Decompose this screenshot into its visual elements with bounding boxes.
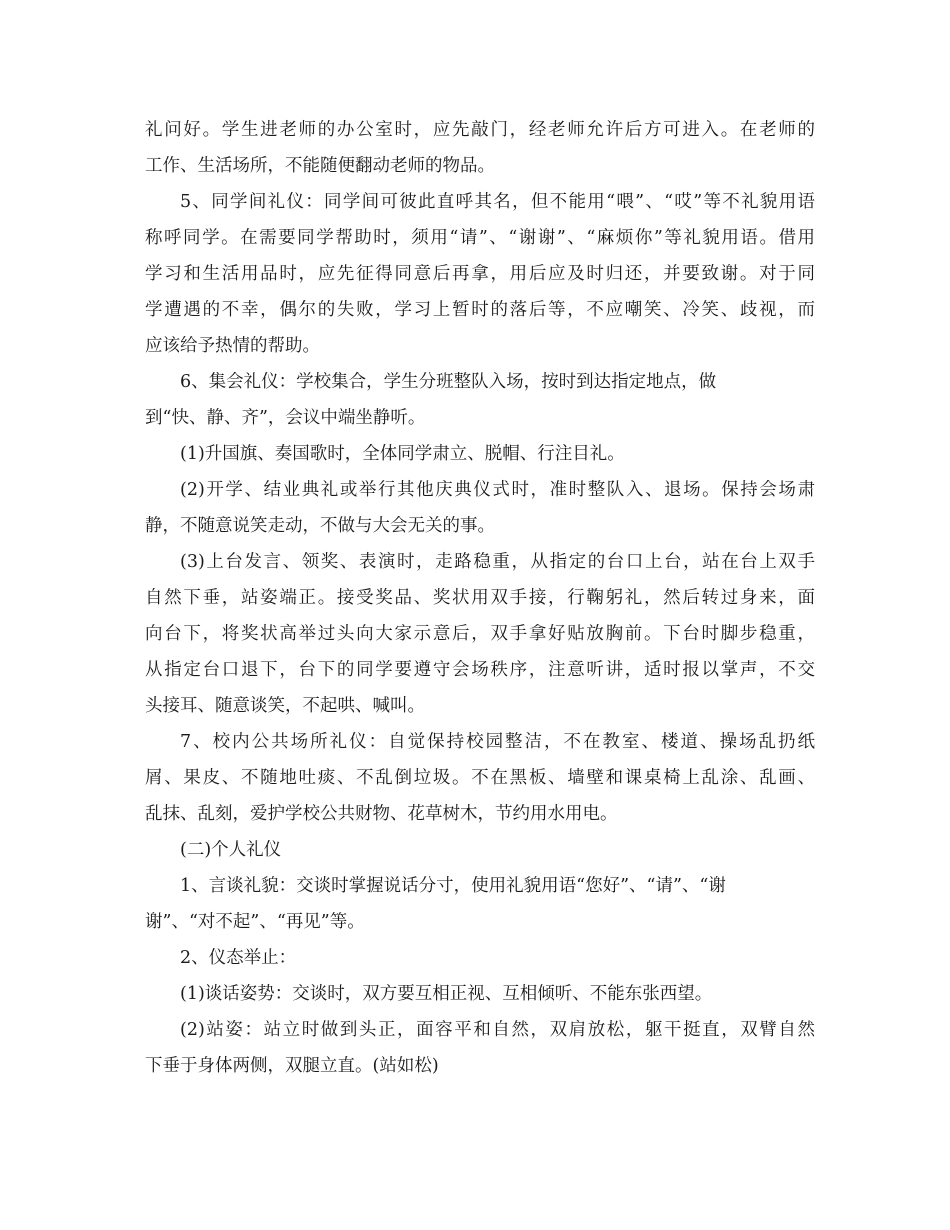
text-line: 头接耳、随意谈笑，不起哄、喊叫。 xyxy=(145,696,425,716)
text-line: 下垂于身体两侧，双腿立直。(站如松) xyxy=(145,1056,439,1076)
text-line: 称呼同学。在需要同学帮助时，须用“请”、“谢谢”、“麻烦你”等礼貌用语。借用 xyxy=(145,228,815,248)
text-line: 乱抹、乱刻，爱护学校公共财物、花草树木，节约用水用电。 xyxy=(145,804,618,824)
text-line: 5、同学间礼仪：同学间可彼此直呼其名，但不能用“喂”、“哎”等不礼貌用语 xyxy=(180,192,815,212)
text-line: 6、集会礼仪：学校集合，学生分班整队入场，按时到达指定地点，做 xyxy=(180,372,717,392)
text-line: 学习和生活用品时，应先征得同意后再拿，用后应及时归还，并要致谢。对于同 xyxy=(145,264,815,284)
text-line: 1、言谈礼貌：交谈时掌握说话分寸，使用礼貌用语“您好”、“请”、“谢 xyxy=(180,876,726,896)
text-line: 2、仪态举止： xyxy=(180,948,297,968)
text-line: (1)谈话姿势：交谈时，双方要互相正视、互相倾听、不能东张西望。 xyxy=(180,984,713,1004)
text-line: 谢”、“对不起”、“再见”等。 xyxy=(145,912,365,932)
text-line: 静，不随意说笑走动，不做与大会无关的事。 xyxy=(145,516,495,536)
text-line: 7、校内公共场所礼仪：自觉保持校园整洁，不在教室、楼道、操场乱扔纸 xyxy=(180,732,815,752)
text-line: 礼问好。学生进老师的办公室时，应先敲门，经老师允许后方可进入。在老师的 xyxy=(145,120,815,140)
document-body xyxy=(145,112,815,1084)
text-line: 屑、果皮、不随地吐痰、不乱倒垃圾。不在黑板、墙壁和课桌椅上乱涂、乱画、 xyxy=(145,768,815,788)
text-line: (二)个人礼仪 xyxy=(180,840,282,860)
text-line: 向台下，将奖状高举过头向大家示意后，双手拿好贴放胸前。下台时脚步稳重， xyxy=(145,624,815,644)
text-line: 工作、生活场所，不能随便翻动老师的物品。 xyxy=(145,156,495,176)
text-line: (2)开学、结业典礼或举行其他庆典仪式时，准时整队入、退场。保持会场肃 xyxy=(180,480,815,500)
text-line: 从指定台口退下，台下的同学要遵守会场秩序，注意听讲，适时报以掌声，不交 xyxy=(145,660,815,680)
text-line: (2)站姿：站立时做到头正，面容平和自然，双肩放松，躯干挺直，双臂自然 xyxy=(180,1020,815,1040)
text-line: 自然下垂，站姿端正。接受奖品、奖状用双手接，行鞠躬礼，然后转过身来，面 xyxy=(145,588,815,608)
text-line: (1)升国旗、奏国歌时，全体同学肃立、脱帽、行注目礼。 xyxy=(180,444,625,464)
text-line: (3)上台发言、领奖、表演时，走路稳重，从指定的台口上台，站在台上双手 xyxy=(180,552,815,572)
text-line: 应该给予热情的帮助。 xyxy=(145,336,320,356)
text-line: 到“快、静、齐”，会议中端坐静听。 xyxy=(145,408,426,428)
text-line: 学遭遇的不幸，偶尔的失败，学习上暂时的落后等，不应嘲笑、冷笑、歧视，而 xyxy=(145,300,815,320)
